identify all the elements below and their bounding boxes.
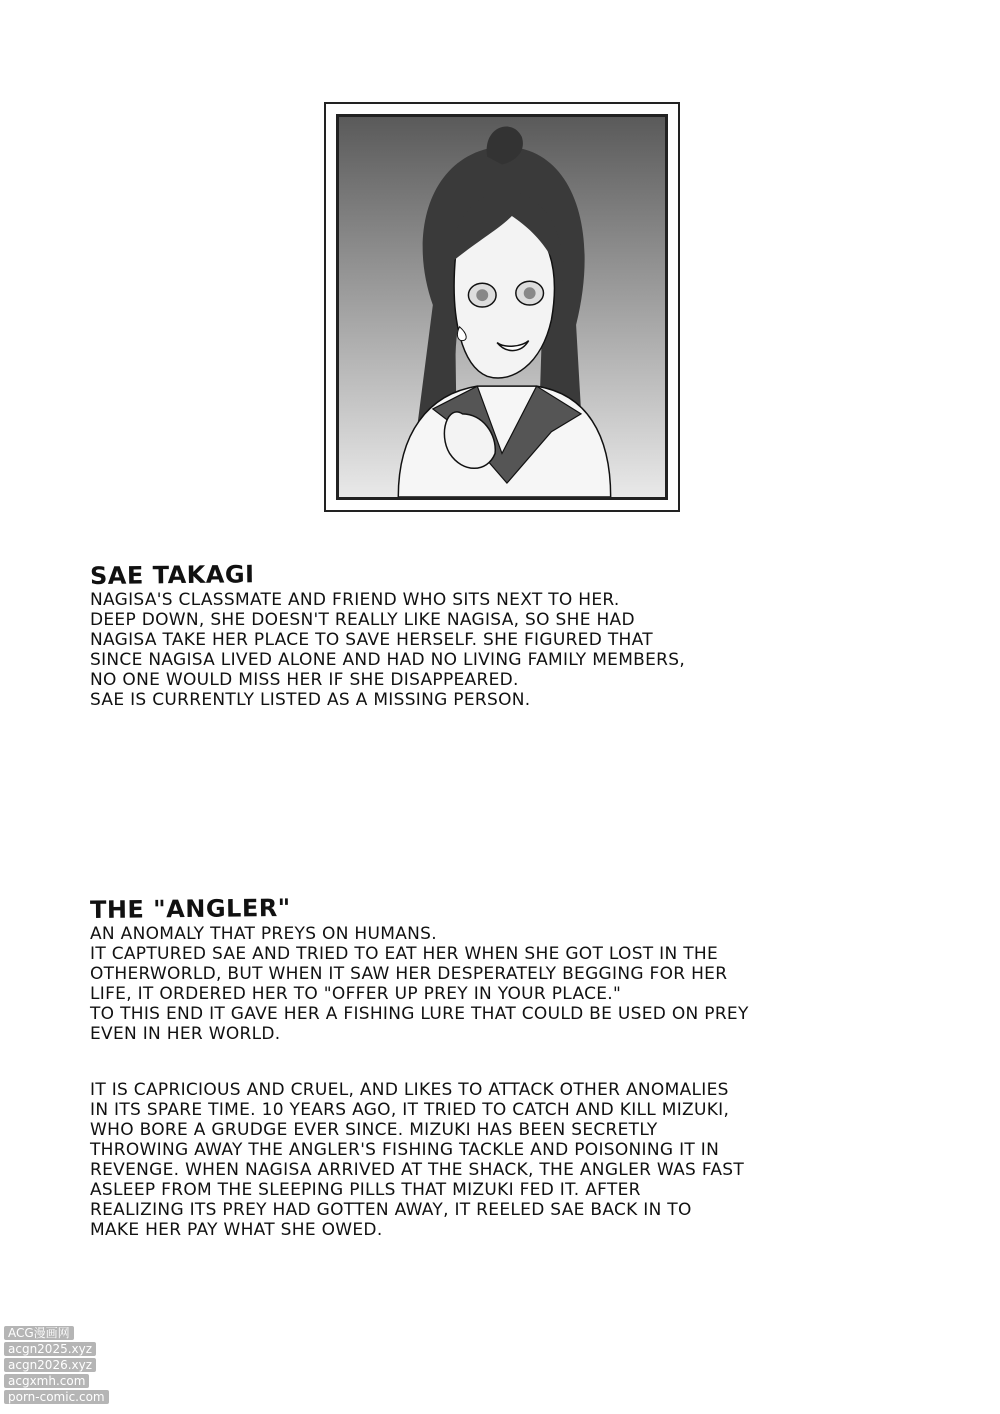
angler-line: THROWING AWAY THE ANGLER'S FISHING TACKLE AND POISONING IT IN — [90, 1140, 720, 1160]
sae-line: DEEP DOWN, SHE DOESN'T REALLY LIKE NAGISA, SO SHE HAD — [90, 610, 635, 630]
sae-entry — [90, 562, 910, 710]
sae-line: NAGISA TAKE HER PLACE TO SAVE HERSELF. SHE FIGURED THAT — [90, 630, 653, 650]
angler-line: REVENGE. WHEN NAGISA ARRIVED AT THE SHACK, THE ANGLER WAS FAST — [90, 1160, 745, 1180]
angler-title: THE "ANGLER" — [89, 893, 291, 924]
angler-line: EVEN IN HER WORLD. — [90, 1024, 281, 1044]
sae-line: NO ONE WOULD MISS HER IF SHE DISAPPEARED. — [90, 670, 519, 690]
watermark-text: ACG漫画网 — [4, 1326, 74, 1340]
sae-illustration — [339, 117, 665, 497]
watermark-text: acgn2025.xyz — [4, 1342, 96, 1356]
sae-line: SINCE NAGISA LIVED ALONE AND HAD NO LIVING FAMILY MEMBERS, — [90, 650, 686, 670]
angler-line: LIFE, IT ORDERED HER TO "OFFER UP PREY IN YOUR PLACE." — [90, 984, 622, 1004]
watermark-text: acgxmh.com — [4, 1374, 89, 1388]
character-portrait — [336, 114, 668, 500]
angler-line: IN ITS SPARE TIME. 10 YEARS AGO, IT TRIED TO CATCH AND KILL MIZUKI, — [90, 1100, 730, 1120]
watermark-text: porn-comic.com — [4, 1390, 109, 1404]
angler-entry — [89, 893, 910, 1044]
angler-entry-continued — [90, 1080, 910, 1240]
right-pupil — [524, 287, 536, 299]
angler-line: MAKE HER PAY WHAT SHE OWED. — [90, 1220, 383, 1240]
angler-line: AN ANOMALY THAT PREYS ON HUMANS. — [90, 924, 437, 944]
left-pupil — [476, 289, 488, 301]
watermark-text: acgn2026.xyz — [4, 1358, 96, 1372]
angler-line: IT IS CAPRICIOUS AND CRUEL, AND LIKES TO ATTACK OTHER ANOMALIES — [90, 1080, 729, 1100]
sae-line: SAE IS CURRENTLY LISTED AS A MISSING PERSON. — [90, 690, 531, 710]
angler-line: WHO BORE A GRUDGE EVER SINCE. MIZUKI HAS BEEN SECRETLY — [90, 1120, 658, 1140]
angler-line: OTHERWORLD, BUT WHEN IT SAW HER DESPERATELY BEGGING FOR HER — [90, 964, 728, 984]
sae-title: SAE TAKAGI — [89, 560, 255, 590]
angler-line: ASLEEP FROM THE SLEEPING PILLS THAT MIZUKI FED IT. AFTER — [90, 1180, 641, 1200]
angler-line: TO THIS END IT GAVE HER A FISHING LURE THAT COULD BE USED ON PREY — [90, 1004, 749, 1024]
portrait-frame — [324, 102, 680, 512]
angler-line: IT CAPTURED SAE AND TRIED TO EAT HER WHEN SHE GOT LOST IN THE — [90, 944, 719, 964]
angler-line: REALIZING ITS PREY HAD GOTTEN AWAY, IT REELED SAE BACK IN TO — [90, 1200, 692, 1220]
sae-line: NAGISA'S CLASSMATE AND FRIEND WHO SITS NEXT TO HER. — [90, 590, 620, 610]
